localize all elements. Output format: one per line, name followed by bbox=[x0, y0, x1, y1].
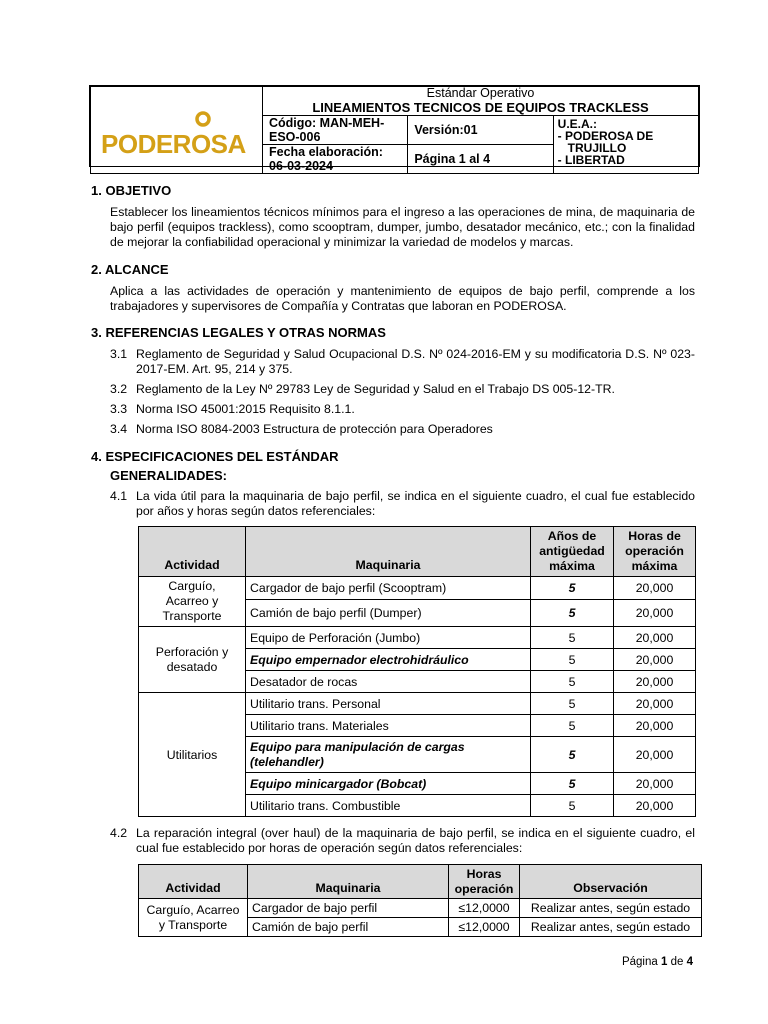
document-version: Versión:01 bbox=[408, 116, 553, 145]
document-type: Estándar Operativo bbox=[426, 86, 535, 100]
horas-cell: 20,000 bbox=[614, 671, 696, 693]
horas-cell: 20,000 bbox=[614, 600, 696, 627]
maquinaria-cell: Equipo de Perforación (Jumbo) bbox=[246, 627, 531, 649]
anos-cell: 5 bbox=[531, 693, 614, 715]
spec-text: La vida útil para la maquinaria de bajo perfil, se indica en el siguiente cuadro, el cual fue establecido por años y horas según datos referenciales: bbox=[136, 489, 695, 518]
footer-separator: de bbox=[670, 956, 684, 968]
horas-cell: 20,000 bbox=[614, 649, 696, 671]
reference-text: Reglamento de la Ley Nº 29783 Ley de Seguridad y Salud en el Trabajo DS 005-12-TR. bbox=[136, 382, 615, 396]
header-line: operación bbox=[454, 881, 514, 896]
header-line: máxima bbox=[549, 559, 595, 573]
reference-text: Norma ISO 45001:2015 Requisito 8.1.1. bbox=[136, 402, 355, 416]
document-title: LINEAMIENTOS TECNICOS DE EQUIPOS TRACKLESS bbox=[312, 100, 649, 115]
horas-cell: ≤12,0000 bbox=[449, 899, 520, 918]
section-1-text: Establecer los lineamientos técnicos mínimos para el ingreso a las operaciones de mina, de maquinaria de bajo perfil (equipos trackless), como scooptram, dumper, jumbo, desatador mecánico, etc.; con la finalidad de mejorar la confiabilidad operacional y minimizar la variedad de modelos y marcas. bbox=[110, 205, 695, 249]
maquinaria-cell: Cargador de bajo perfil (Scooptram) bbox=[246, 577, 531, 600]
anos-cell: 5 bbox=[531, 715, 614, 737]
anos-cell: 5 bbox=[531, 671, 614, 693]
uea-label: U.E.A.: bbox=[557, 117, 597, 131]
horas-cell: ≤12,0000 bbox=[449, 918, 520, 937]
section-4-heading: 4. ESPECIFICACIONES DEL ESTÁNDAR bbox=[91, 449, 339, 464]
horas-cell: 20,000 bbox=[614, 715, 696, 737]
group-line: y Transporte bbox=[158, 917, 228, 932]
header-line: Horas bbox=[466, 866, 502, 881]
maquinaria-cell: Camión de bajo perfil (Dumper) bbox=[246, 600, 531, 627]
horas-cell: 20,000 bbox=[614, 693, 696, 715]
document-page: Página 1 al 4 bbox=[408, 145, 553, 174]
group-line: Carguío, Acarreo bbox=[146, 902, 240, 917]
spec-item-4-2 bbox=[110, 826, 695, 856]
logo-cell bbox=[91, 87, 263, 174]
anos-cell: 5 bbox=[531, 627, 614, 649]
header-line: Años de bbox=[547, 529, 597, 543]
maquinaria-cell: Utilitario trans. Combustible bbox=[246, 795, 531, 817]
reference-text: Norma ISO 8084-2003 Estructura de protección para Operadores bbox=[136, 422, 493, 436]
table-row bbox=[139, 577, 696, 600]
col-header-observacion: Observación bbox=[520, 865, 702, 899]
spec-number: 4.1 bbox=[110, 489, 128, 503]
header-line: máxima bbox=[631, 559, 678, 573]
reference-item bbox=[110, 382, 695, 397]
col-header-anos bbox=[531, 527, 614, 577]
table-row bbox=[139, 899, 702, 918]
observacion-cell: Realizar antes, según estado bbox=[520, 899, 702, 918]
section-2-heading: 2. ALCANCE bbox=[91, 262, 169, 277]
reference-item bbox=[110, 402, 695, 417]
group-line: desatado bbox=[166, 659, 218, 674]
horas-cell: 20,000 bbox=[614, 737, 696, 773]
spec-item-4-1 bbox=[110, 489, 695, 519]
group-cell bbox=[139, 899, 248, 937]
title-cell bbox=[263, 87, 699, 116]
maquinaria-cell: Equipo minicargador (Bobcat) bbox=[246, 773, 531, 795]
col-header-actividad: Actividad bbox=[139, 527, 246, 577]
reference-item bbox=[110, 347, 695, 377]
spec-text: La reparación integral (over haul) de la maquinaria de bajo perfil, se indica en el siguiente cuadro, el cual fue establecido por horas de operación según datos referenciales: bbox=[136, 826, 695, 855]
horas-cell: 20,000 bbox=[614, 627, 696, 649]
uea-line-1: - PODEROSA DE bbox=[557, 129, 654, 143]
uea-line-2: TRUJILLO bbox=[567, 141, 627, 155]
maquinaria-cell: Equipo para manipulación de cargas (telehandler) bbox=[246, 737, 531, 773]
logo-ring-icon bbox=[195, 111, 211, 127]
observacion-cell: Realizar antes, según estado bbox=[520, 918, 702, 937]
section-3-heading: 3. REFERENCIAS LEGALES Y OTRAS NORMAS bbox=[91, 325, 386, 340]
maquinaria-cell: Utilitario trans. Personal bbox=[246, 693, 531, 715]
page-footer bbox=[622, 956, 693, 968]
horas-cell: 20,000 bbox=[614, 773, 696, 795]
company-logo: PODEROSA bbox=[101, 129, 246, 159]
header-line: operación bbox=[625, 544, 684, 558]
reference-number: 3.3 bbox=[110, 402, 128, 416]
group-line: Carguío, bbox=[168, 579, 216, 593]
footer-total-pages: 4 bbox=[686, 956, 693, 968]
anos-cell: 5 bbox=[531, 600, 614, 627]
lifespan-table bbox=[138, 526, 696, 817]
section-1-heading: 1. OBJETIVO bbox=[91, 183, 172, 198]
anos-cell: 5 bbox=[531, 649, 614, 671]
uea-cell bbox=[553, 116, 698, 174]
reference-number: 3.2 bbox=[110, 382, 128, 396]
reference-number: 3.1 bbox=[110, 347, 128, 361]
col-header-maquinaria: Maquinaria bbox=[246, 527, 531, 577]
table-row bbox=[139, 627, 696, 649]
document-header bbox=[89, 85, 700, 173]
reference-text: Reglamento de Seguridad y Salud Ocupacional D.S. Nº 024-2016-EM y su modificatoria D.S. Nº 023-2017-EM. Art. 95, 214 y 375. bbox=[136, 347, 695, 376]
group-cell bbox=[139, 627, 246, 693]
document-code: Código: MAN-MEH-ESO-006 bbox=[263, 116, 408, 145]
group-line: Acarreo y bbox=[165, 594, 219, 608]
uea-line-3: - LIBERTAD bbox=[557, 153, 625, 167]
reference-item bbox=[110, 422, 695, 437]
col-header-maquinaria: Maquinaria bbox=[248, 865, 449, 899]
col-header-actividad: Actividad bbox=[139, 865, 248, 899]
footer-label: Página bbox=[621, 956, 658, 968]
reference-number: 3.4 bbox=[110, 422, 128, 436]
anos-cell: 5 bbox=[531, 577, 614, 600]
group-line: Transporte bbox=[162, 609, 222, 623]
col-header-horas bbox=[614, 527, 696, 577]
maquinaria-cell: Desatador de rocas bbox=[246, 671, 531, 693]
col-header-horas bbox=[449, 865, 520, 899]
maquinaria-cell: Camión de bajo perfil bbox=[248, 918, 449, 937]
anos-cell: 5 bbox=[531, 773, 614, 795]
table-row bbox=[139, 693, 696, 715]
header-line: antigüedad bbox=[539, 544, 605, 558]
maquinaria-cell: Utilitario trans. Materiales bbox=[246, 715, 531, 737]
horas-cell: 20,000 bbox=[614, 577, 696, 600]
group-cell bbox=[139, 577, 246, 627]
anos-cell: 5 bbox=[531, 737, 614, 773]
overhaul-table bbox=[138, 864, 702, 937]
horas-cell: 20,000 bbox=[614, 795, 696, 817]
spec-number: 4.2 bbox=[110, 826, 128, 840]
section-2-text: Aplica a las actividades de operación y mantenimiento de equipos de bajo perfil, comprende a los trabajadores y supervisores de Compañía y Contratas que laboran en PODEROSA. bbox=[110, 284, 695, 313]
generalidades-heading: GENERALIDADES: bbox=[110, 468, 228, 483]
maquinaria-cell: Equipo empernador electrohidráulico bbox=[246, 649, 531, 671]
document-date: Fecha elaboración: 06-03-2024 bbox=[263, 145, 408, 174]
anos-cell: 5 bbox=[531, 795, 614, 817]
footer-current-page: 1 bbox=[660, 956, 668, 968]
group-cell: Utilitarios bbox=[139, 693, 246, 817]
header-line: Horas de bbox=[628, 529, 681, 543]
maquinaria-cell: Cargador de bajo perfil bbox=[248, 899, 449, 918]
group-line: Perforación y bbox=[155, 644, 229, 659]
